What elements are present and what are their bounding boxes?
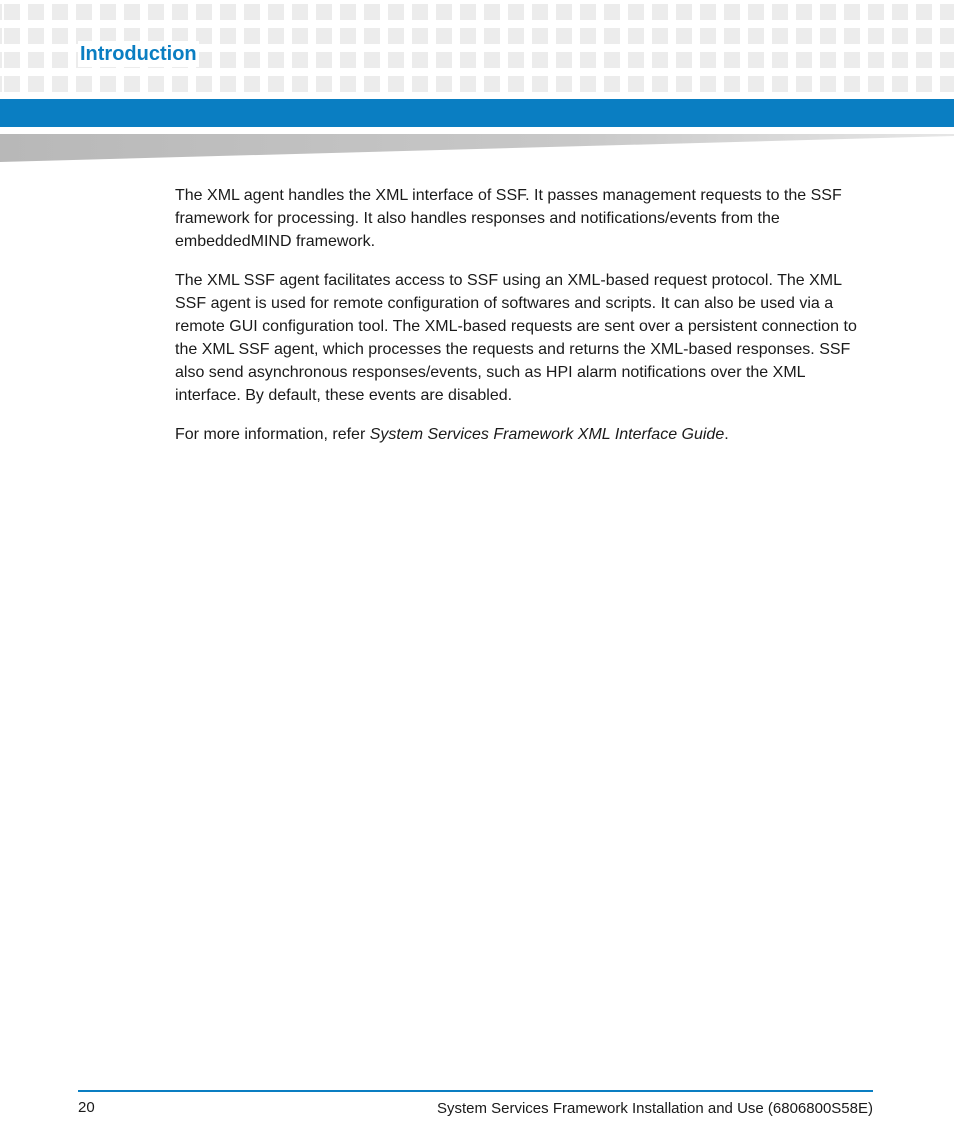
main-content [175,184,875,462]
reference-prefix: For more information, refer [175,426,370,443]
page-number: 20 [78,1099,95,1116]
paragraph-xml-agent: The XML agent handles the XML interface of SSF. It passes management requests to the SSF framework for processing. It also handles responses and notifications/events from the embeddedMIND framework. [175,187,842,250]
document-title: System Services Framework Installation and Use (6806800S58E) [436,1100,873,1117]
header-grey-wedge [0,130,954,162]
paragraph-more-information [175,423,875,446]
header-blue-band [0,99,954,127]
section-title: Introduction [80,43,197,65]
footer-rule [78,1090,873,1092]
reference-suffix: . [724,426,729,443]
reference-guide-title: System Services Framework XML Interface Guide [369,426,725,443]
paragraph-xml-ssf-agent: The XML SSF agent facilitates access to SSF using an XML-based request protocol. The XML SSF agent is used for remote configuration of softwares and scripts. It can also be used via a remote GUI configuration tool. The XML-based requests are sent over a persistent connection to the XML SSF agent, which processes the requests and returns the XML-based responses. SSF also send asynchronous responses/events, such as HPI alarm notifications over the XML interface. By default, these events are disabled. [175,272,857,404]
